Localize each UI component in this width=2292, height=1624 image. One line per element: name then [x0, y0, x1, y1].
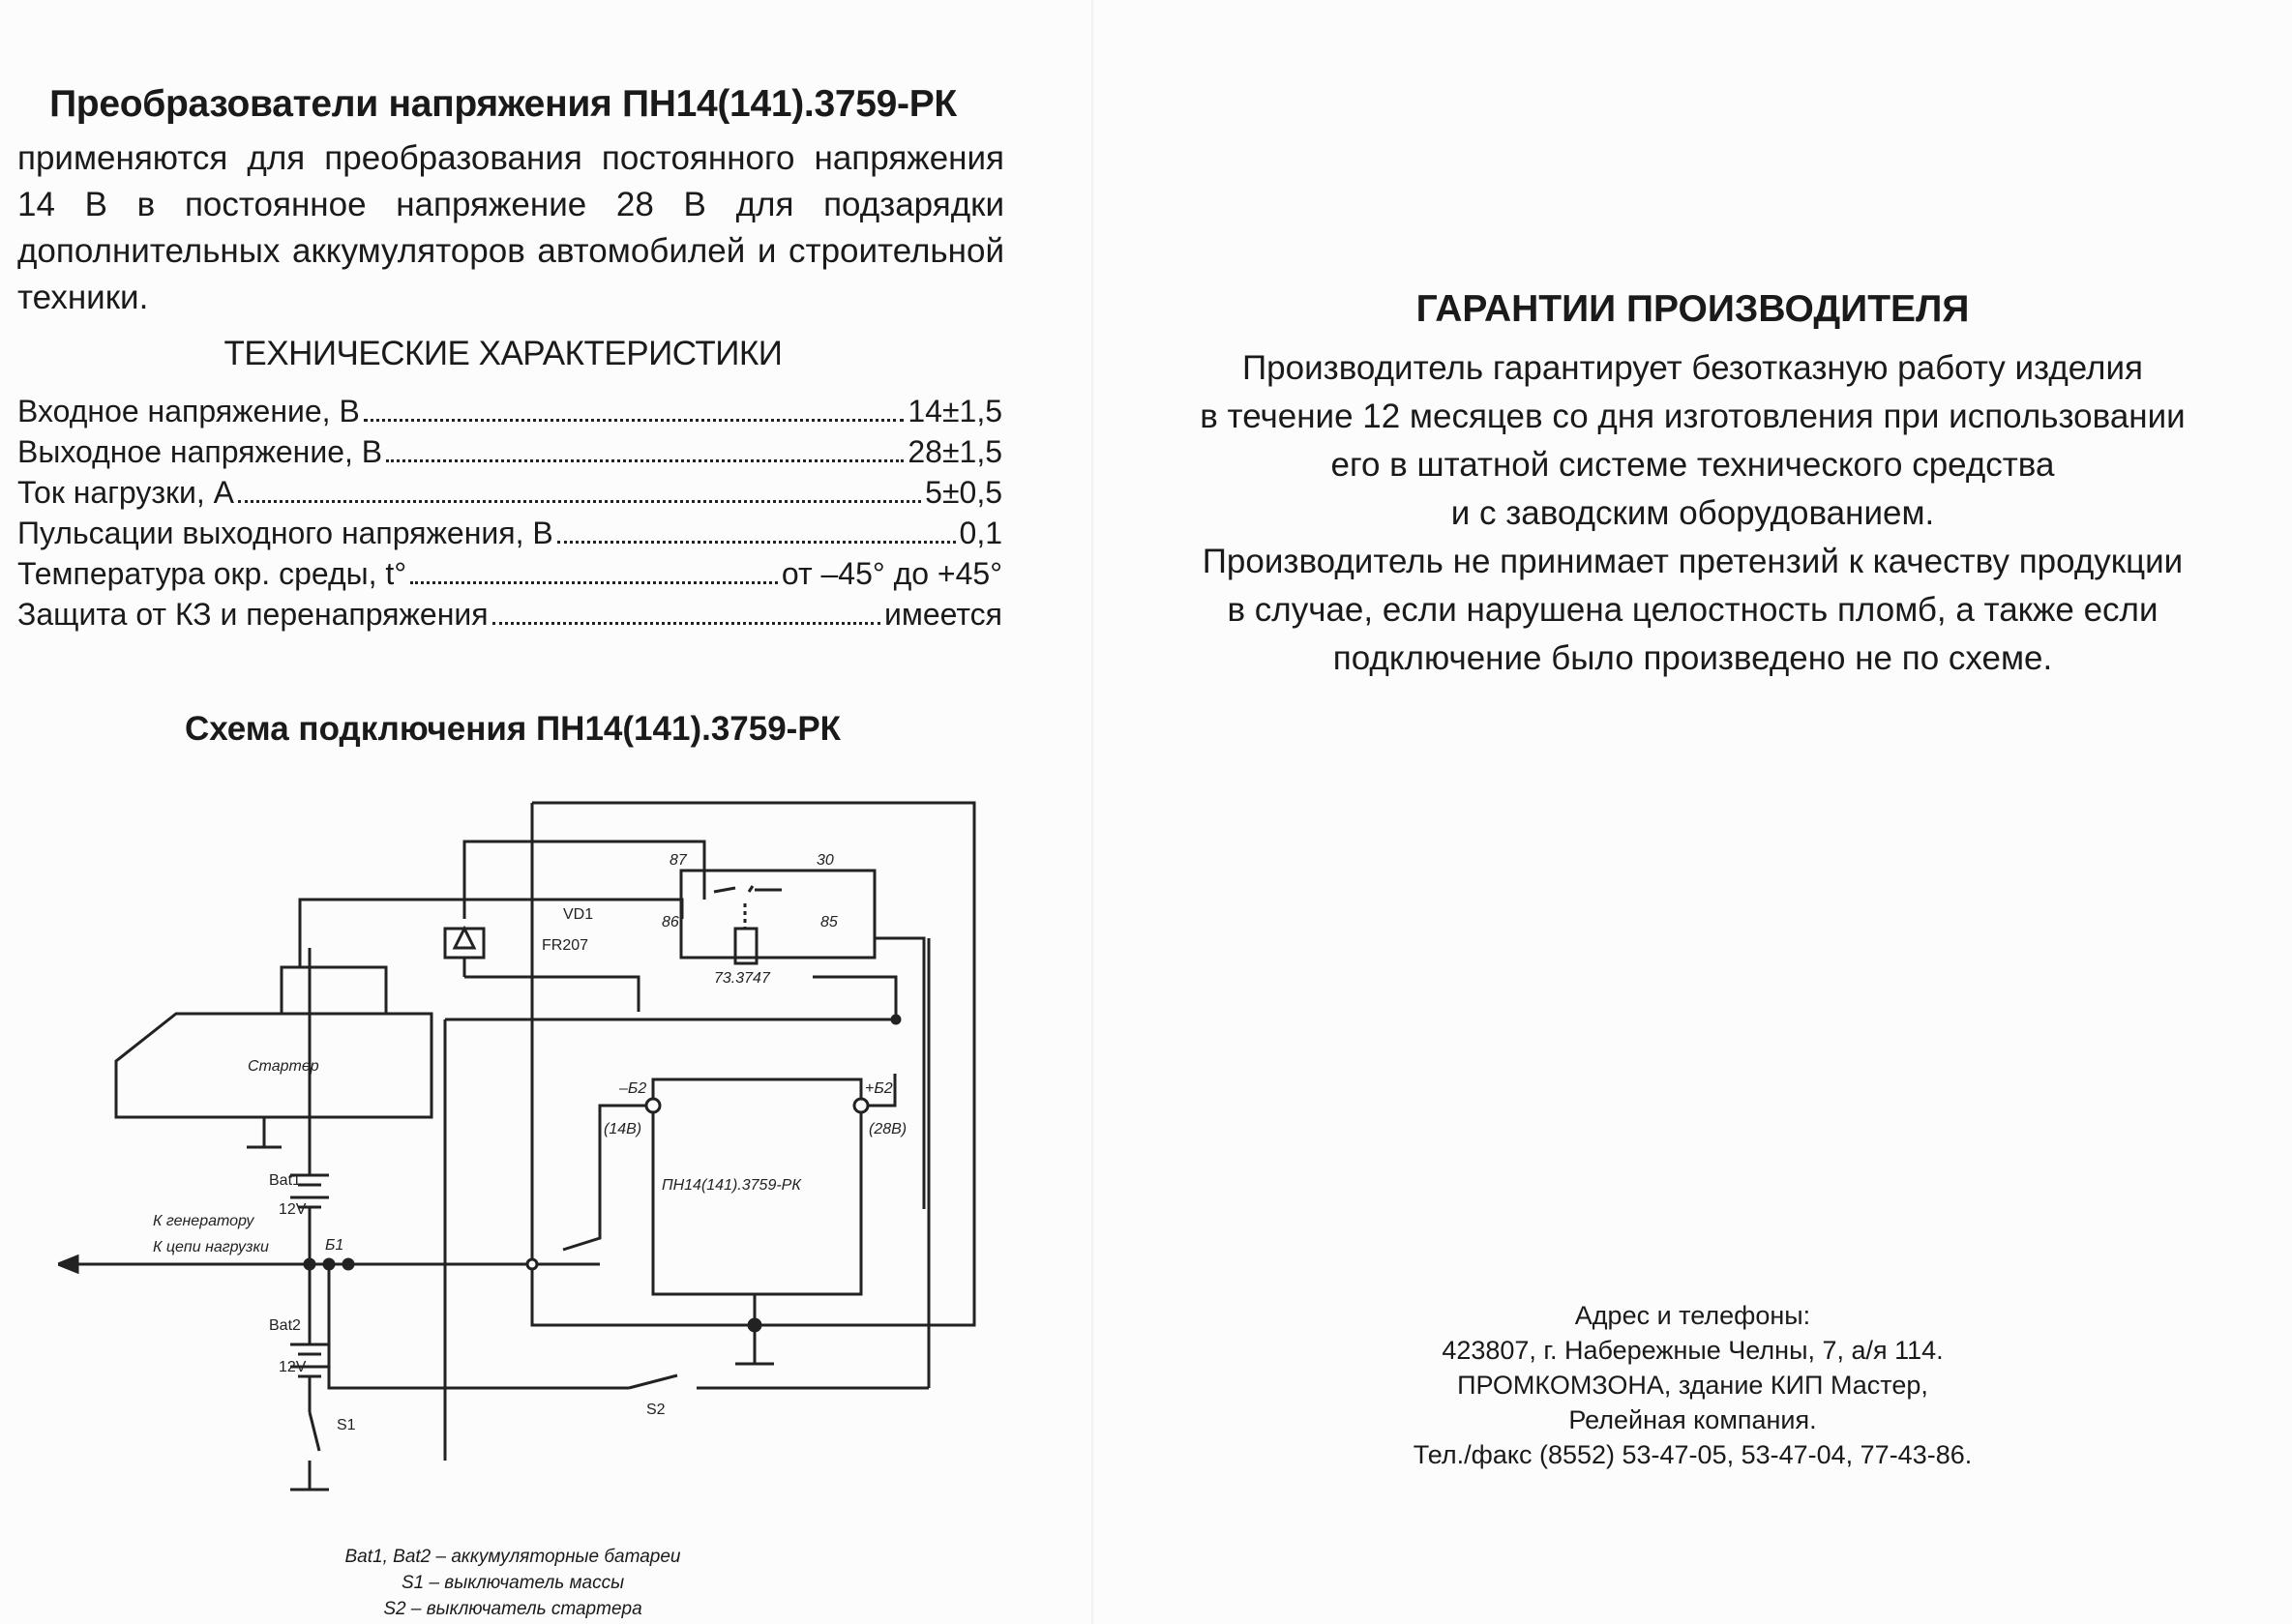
wiring-diagram — [58, 783, 1026, 1519]
specs-list — [17, 391, 1002, 635]
warranty-text — [1093, 344, 2292, 683]
spec-label: Входное напряжение, В — [17, 394, 360, 428]
starter-symbol — [116, 967, 432, 1147]
spec-row — [17, 553, 1002, 594]
v12-2-label: 12V — [279, 1359, 307, 1375]
legend-line: S2 – выключатель стартера — [383, 1599, 642, 1619]
v28-label: (28В) — [869, 1121, 908, 1137]
warranty-line: Производитель не принимает претензий к качеству продукции — [1202, 543, 2184, 580]
leader-dots — [386, 459, 904, 462]
bat2-label: Bat2 — [269, 1317, 301, 1334]
address-line: Адрес и телефоны: — [1574, 1301, 1811, 1330]
spec-label: Ток нагрузки, А — [17, 475, 234, 510]
fr207-label: FR207 — [542, 937, 589, 954]
spec-value: от –45° до +45° — [781, 556, 1002, 591]
product-title: Преобразователи напряжения ПН14(141).3759-РК — [49, 83, 957, 125]
warranty-line: в течение 12 месяцев со дня изготовления при использовании — [1200, 398, 2186, 435]
product-description: применяются для преобразования постоянного напряжения 14 В в постоянное напряжение 28 В для подзарядки дополнительных аккумуляторов автомобилей и строительной техники. — [17, 139, 1004, 316]
spec-label: Выходное напряжение, В — [17, 434, 383, 469]
leader-dots — [492, 622, 880, 625]
spec-row — [17, 391, 1002, 431]
address-line: ПРОМКОМЗОНА, здание КИП Мастер, — [1457, 1371, 1928, 1400]
address-block — [1093, 1298, 2292, 1472]
plus-b2-label: +Б2 — [865, 1080, 893, 1097]
left-page — [0, 0, 1093, 1624]
leader-dots — [364, 419, 905, 422]
leader-dots — [238, 500, 921, 503]
spec-row — [17, 431, 1002, 472]
specs-heading: ТЕХНИЧЕСКИЕ ХАРАКТЕРИСТИКИ — [223, 335, 783, 372]
warranty-line: подключение было произведено не по схеме. — [1332, 639, 2053, 677]
spec-row — [17, 472, 1002, 513]
address-line: 423807, г. Набережные Челны, 7, а/я 114. — [1442, 1336, 1944, 1365]
b1-label: Б1 — [325, 1237, 344, 1254]
bat1-label: Bat1 — [269, 1172, 301, 1189]
s1-label: S1 — [337, 1417, 356, 1433]
spec-value: 0,1 — [959, 516, 1002, 550]
schema-title: Схема подключения ПН14(141).3759-РК — [184, 710, 842, 748]
spec-value: 28±1,5 — [908, 434, 1002, 469]
to-load-label: К цепи нагрузки — [153, 1239, 269, 1255]
warranty-title: ГАРАНТИИ ПРОИЗВОДИТЕЛЯ — [1415, 288, 1970, 330]
leader-dots — [557, 541, 956, 544]
pin-30: 30 — [817, 852, 834, 869]
starter-label: Стартер — [248, 1058, 319, 1075]
outer-frame — [532, 803, 974, 1325]
spec-value: имеется — [883, 597, 1002, 632]
warranty-line: в случае, если нарушена целостность пломб, а также если — [1227, 591, 2158, 629]
converter-block — [563, 1074, 907, 1364]
warranty-line: его в штатной системе технического средства — [1330, 446, 2055, 484]
v12-1-label: 12V — [279, 1201, 307, 1218]
legend-line: Bat1, Bat2 – аккумуляторные батареи — [344, 1547, 681, 1567]
device-label: ПН14(141).3759-РК — [662, 1177, 801, 1194]
spec-label: Температура окр. среды, t° — [17, 556, 407, 591]
v14-label: (14В) — [604, 1121, 642, 1137]
address-line: Релейная компания. — [1568, 1405, 1817, 1434]
leader-dots — [410, 581, 778, 584]
pin-87: 87 — [670, 852, 687, 869]
spec-label: Пульсации выходного напряжения, В — [17, 516, 553, 550]
spec-value: 5±0,5 — [925, 475, 1002, 510]
address-line: Тел./факс (8552) 53-47-05, 53-47-04, 77-43-86. — [1413, 1440, 1973, 1469]
warranty-line: и с заводским оборудованием. — [1450, 494, 1935, 532]
relay-label: 73.3747 — [714, 970, 770, 987]
spec-row — [17, 513, 1002, 553]
pin-85: 85 — [820, 914, 838, 930]
spec-label: Защита от КЗ и перенапряжения — [17, 597, 489, 632]
pin-86: 86 — [662, 914, 679, 930]
vd1-label: VD1 — [563, 906, 594, 923]
warranty-line: Производитель гарантирует безотказную работу изделия — [1242, 349, 2143, 387]
spec-row — [17, 594, 1002, 635]
right-page — [1093, 0, 2292, 1624]
s2-label: S2 — [646, 1402, 666, 1418]
spec-value: 14±1,5 — [908, 394, 1002, 428]
to-generator-label: К генератору — [153, 1213, 254, 1229]
diagram-legend — [0, 1544, 1026, 1622]
relay-circuit — [300, 842, 924, 1209]
minus-b2-label: –Б2 — [619, 1080, 647, 1097]
legend-line: S1 – выключатель массы — [401, 1573, 625, 1593]
